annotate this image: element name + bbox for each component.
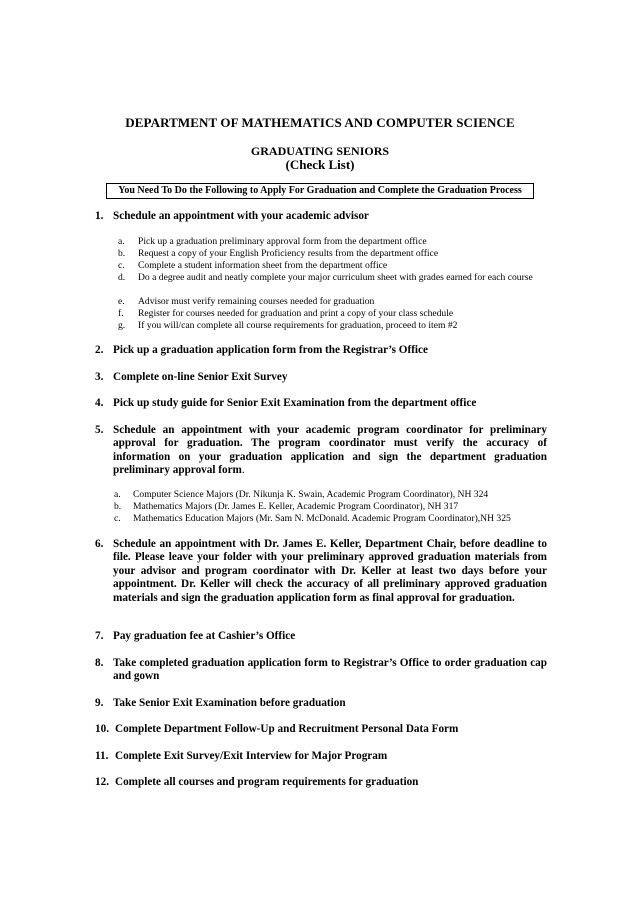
item-number: 5. bbox=[95, 424, 104, 436]
item-number: 9. bbox=[95, 697, 104, 709]
subitem-1d bbox=[118, 272, 548, 284]
checklist-item-11 bbox=[95, 750, 547, 763]
subitem-1b bbox=[118, 248, 548, 260]
subitem-text: Mathematics Education Majors (Mr. Sam N. McDonald. Academic Program Coordinator),NH 325 bbox=[133, 513, 511, 524]
item-text-block bbox=[113, 424, 547, 478]
page-subtitle: GRADUATING SENIORS bbox=[250, 144, 390, 158]
item-number: 10. bbox=[95, 723, 109, 735]
subitem-letter: b. bbox=[118, 248, 126, 259]
checklist-item-7 bbox=[95, 630, 547, 643]
subitem-letter: b. bbox=[114, 501, 122, 512]
item-text: Pick up a graduation application form from the Registrar’s Office bbox=[113, 344, 428, 356]
subitem-text: Advisor must verify remaining courses needed for graduation bbox=[138, 296, 375, 307]
item-number: 2. bbox=[95, 344, 104, 356]
subitem-text: Pick up a graduation preliminary approval form from the department office bbox=[138, 236, 427, 247]
subitem-letter: d. bbox=[118, 272, 126, 283]
subitem-1g bbox=[118, 320, 548, 332]
item-text: Complete Exit Survey/Exit Interview for Major Program bbox=[115, 750, 388, 762]
subitem-text: Computer Science Majors (Dr. Nikunja K. Swain, Academic Program Coordinator), NH 324 bbox=[133, 489, 489, 500]
checklist-item-5 bbox=[95, 424, 547, 478]
item-number: 4. bbox=[95, 397, 104, 409]
subitem-letter: e. bbox=[118, 296, 125, 307]
item-number: 8. bbox=[95, 657, 104, 669]
subitem-text: Request a copy of your English Proficiency results from the department office bbox=[138, 248, 439, 259]
subitem-5b bbox=[114, 501, 554, 513]
checklist-item-2 bbox=[95, 344, 547, 357]
checklist-item-4 bbox=[95, 397, 547, 410]
checklist-item-9 bbox=[95, 697, 547, 710]
item-text: Complete on-line Senior Exit Survey bbox=[113, 371, 288, 383]
item-text: Pay graduation fee at Cashier’s Office bbox=[113, 630, 296, 642]
item-number: 3. bbox=[95, 371, 104, 383]
subitem-letter: a. bbox=[114, 489, 121, 500]
item-number: 11. bbox=[95, 750, 109, 762]
subitem-text: Do a degree audit and neatly complete your major curriculum sheet with grades earned for each course bbox=[138, 272, 533, 283]
checklist-item-12 bbox=[95, 776, 547, 789]
subitem-letter: c. bbox=[114, 513, 121, 524]
instruction-box: You Need To Do the Following to Apply For Graduation and Complete the Graduation Process bbox=[106, 183, 534, 199]
checklist-item-8 bbox=[95, 657, 547, 684]
item-text: Complete all courses and program requirements for graduation bbox=[115, 776, 419, 788]
subitem-letter: a. bbox=[118, 236, 125, 247]
subitem-letter: g. bbox=[118, 320, 126, 331]
subitem-1e bbox=[118, 296, 548, 308]
item-number: 6. bbox=[95, 538, 104, 550]
subitem-text: Mathematics Majors (Dr. James E. Keller, Academic Program Coordinator), NH 317 bbox=[133, 501, 459, 512]
checklist-item-3 bbox=[95, 371, 547, 384]
item-text: Take Senior Exit Examination before graduation bbox=[113, 697, 346, 709]
item-number: 12. bbox=[95, 776, 109, 788]
subitem-5c bbox=[114, 513, 554, 525]
subitem-1f bbox=[118, 308, 548, 320]
subitem-text: Register for courses needed for graduation and print a copy of your class schedule bbox=[138, 308, 454, 319]
page-subtitle-checklist: (Check List) bbox=[285, 157, 355, 172]
checklist-item-1 bbox=[95, 210, 547, 223]
item-text: Take completed graduation application form to Registrar’s Office to order graduation cap and gown bbox=[113, 657, 547, 683]
subitem-letter: f. bbox=[118, 308, 124, 319]
item-text: Schedule an appointment with your academic program coordinator for preliminary approval for graduation. The program coordinator must verify the accuracy of information on your graduation application and sign the department graduation preliminary approval form bbox=[113, 424, 547, 477]
item-text: Pick up study guide for Senior Exit Examination from the department office bbox=[113, 397, 477, 409]
page-title: DEPARTMENT OF MATHEMATICS AND COMPUTER SCIENCE bbox=[125, 115, 515, 130]
item-text: Schedule an appointment with your academic advisor bbox=[113, 210, 369, 222]
subitem-letter: c. bbox=[118, 260, 125, 271]
checklist-item-6 bbox=[95, 538, 547, 605]
item-text: Complete Department Follow-Up and Recruitment Personal Data Form bbox=[115, 723, 459, 735]
checklist-item-10 bbox=[95, 723, 547, 736]
item-number: 7. bbox=[95, 630, 104, 642]
subitem-text: If you will/can complete all course requirements for graduation, proceed to item #2 bbox=[138, 320, 458, 331]
subitem-text: Complete a student information sheet from the department office bbox=[138, 260, 388, 271]
item-text-tail: . bbox=[241, 464, 245, 477]
subitem-5a bbox=[114, 489, 554, 501]
item-number: 1. bbox=[95, 210, 104, 222]
subitem-1c bbox=[118, 260, 548, 272]
item-text: Schedule an appointment with Dr. James E. Keller, Department Chair, before deadline to file. Please leave your folder with your preliminary approved graduation materials from your advisor and program coordinator with Dr. Keller at least two days before your appointment. Dr. Keller will check the accuracy of all preliminary approved graduation materials and sign the graduation application form as final approval for graduation. bbox=[113, 538, 547, 604]
subitem-1a bbox=[118, 236, 548, 248]
